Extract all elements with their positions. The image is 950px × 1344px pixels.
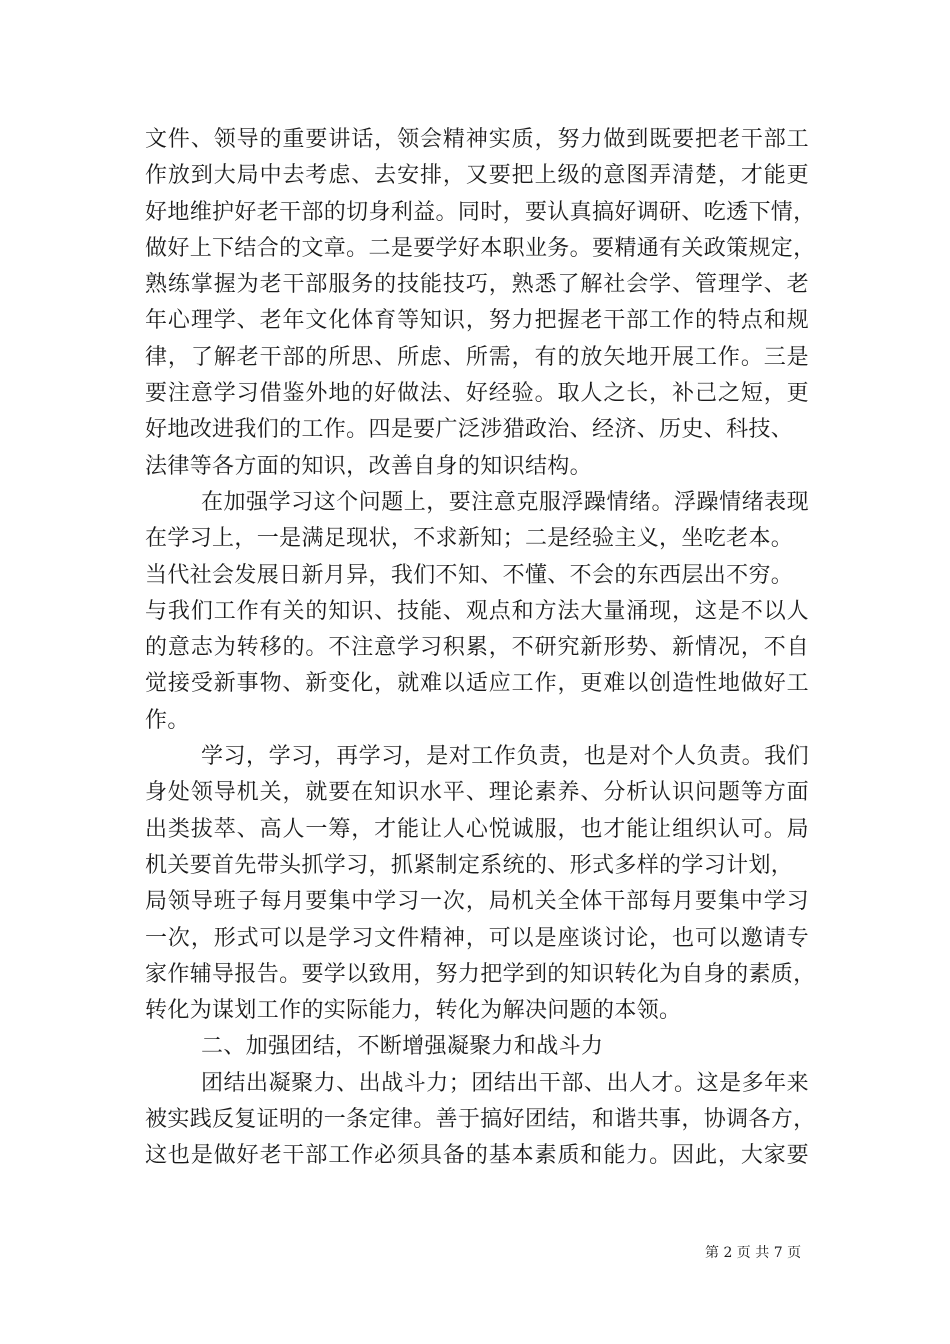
text-line: 好地维护好老干部的切身利益。同时，要认真搞好调研、吃透下情， xyxy=(145,199,816,225)
text-line: 当代社会发展日新月异，我们不知、不懂、不会的东西层出不穷。 xyxy=(145,562,794,588)
text-line: 被实践反复证明的一条定律。善于搞好团结，和谐共事，协调各方， xyxy=(145,1107,816,1133)
paragraph xyxy=(145,1066,816,1175)
section-heading xyxy=(145,1029,809,1065)
text-line: 在学习上，一是满足现状，不求新知；二是经验主义，坐吃老本。 xyxy=(145,526,794,552)
text-line: 学习，学习，再学习，是对工作负责，也是对个人负责。我们 xyxy=(201,744,809,770)
text-line: 在加强学习这个问题上，要注意克服浮躁情绪。浮躁情绪表现 xyxy=(201,489,809,515)
text-line: 一次，形式可以是学习文件精神，可以是座谈讨论，也可以邀请专 xyxy=(145,925,809,951)
text-line: 作放到大局中去考虑、去安排，又要把上级的意图弄清楚，才能更 xyxy=(145,163,809,189)
text-line: 出类拔萃、高人一筹，才能让人心悦诚服，也才能让组织认可。局 xyxy=(145,816,809,842)
text-line: 做好上下结合的文章。二是要学好本职业务。要精通有关政策规定， xyxy=(145,235,816,261)
text-line: 熟练掌握为老干部服务的技能技巧，熟悉了解社会学、管理学、老 xyxy=(145,272,809,298)
text-line: 好地改进我们的工作。四是要广泛涉猎政治、经济、历史、科技、 xyxy=(145,417,794,443)
text-line: 机关要首先带头抓学习，抓紧制定系统的、形式多样的学习计划， xyxy=(145,852,794,878)
text-line: 的意志为转移的。不注意学习积累，不研究新形势、新情况，不自 xyxy=(145,635,809,661)
text-line: 这也是做好老干部工作必须具备的基本素质和能力。因此，大家要 xyxy=(145,1143,809,1169)
text-line: 二、加强团结，不断增强凝聚力和战斗力 xyxy=(201,1034,604,1060)
text-line: 要注意学习借鉴外地的好做法、好经验。取人之长，补己之短，更 xyxy=(145,381,809,407)
document-body xyxy=(145,122,816,1175)
text-line: 家作辅导报告。要学以致用，努力把学到的知识转化为自身的素质， xyxy=(145,961,816,987)
text-line: 律，了解老干部的所思、所虑、所需，有的放矢地开展工作。三是 xyxy=(145,344,809,370)
text-line: 觉接受新事物、新变化，就难以适应工作，更难以创造性地做好工 xyxy=(145,671,809,697)
text-line: 转化为谋划工作的实际能力，转化为解决问题的本领。 xyxy=(145,998,682,1024)
text-line: 身处领导机关，就要在知识水平、理论素养、分析认识问题等方面 xyxy=(145,780,809,806)
page-number: 第 2 页 共 7 页 xyxy=(705,1245,802,1261)
paragraph xyxy=(145,122,816,485)
text-line: 法律等各方面的知识，改善自身的知识结构。 xyxy=(145,453,593,479)
paragraph xyxy=(145,485,809,739)
text-line: 年心理学、老年文化体育等知识，努力把握老干部工作的特点和规 xyxy=(145,308,809,334)
text-line: 局领导班子每月要集中学习一次，局机关全体干部每月要集中学习 xyxy=(145,889,809,915)
text-line: 团结出凝聚力、出战斗力；团结出干部、出人才。这是多年来 xyxy=(201,1070,809,1096)
paragraph xyxy=(145,739,816,1029)
text-line: 文件、领导的重要讲话，领会精神实质，努力做到既要把老干部工 xyxy=(145,127,809,152)
text-line: 与我们工作有关的知识、技能、观点和方法大量涌现，这是不以人 xyxy=(145,598,809,624)
text-line: 作。 xyxy=(145,707,190,733)
